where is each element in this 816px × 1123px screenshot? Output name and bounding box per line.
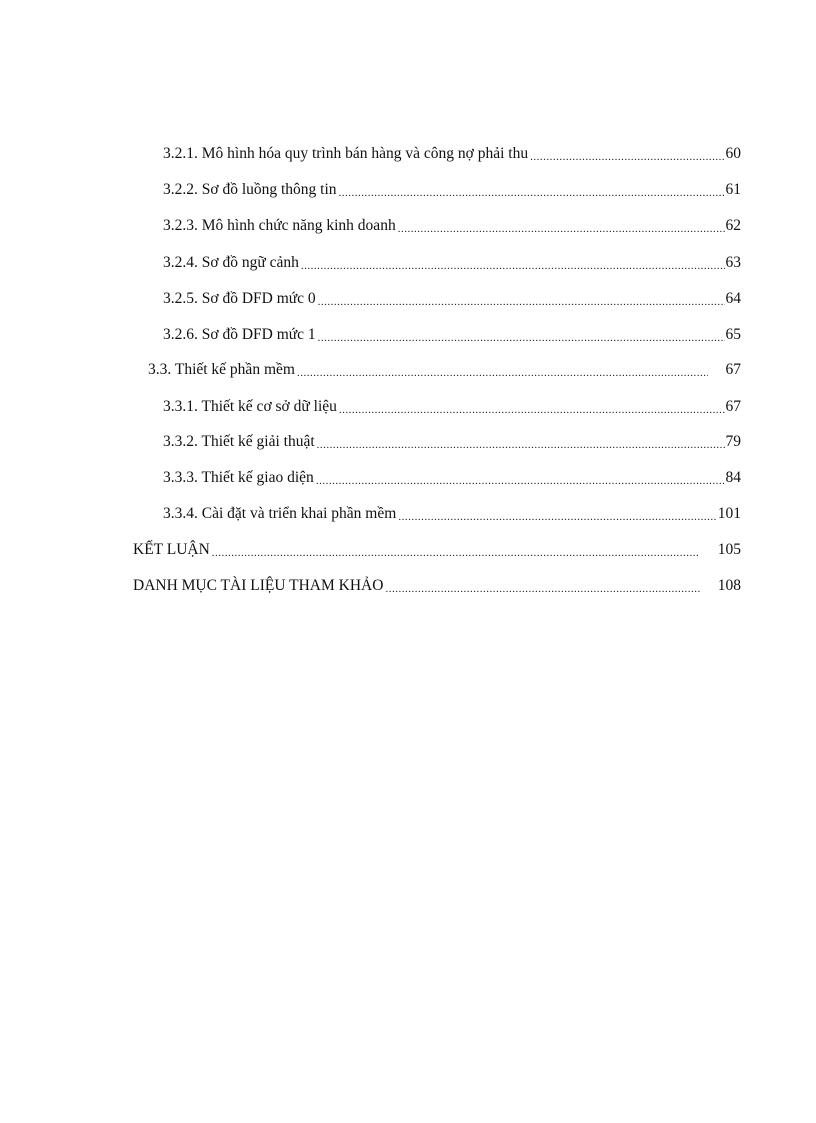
toc-entry-3-2-6[interactable] [163,321,741,345]
dot-leader [530,144,724,164]
toc-entry-page: 65 [725,326,741,343]
toc-entry-page: 79 [725,433,741,450]
toc-entry-label: 3.3. Thiết kế phần mềm [148,361,295,378]
toc-entry-page: 108 [717,577,741,594]
toc-entry-3-3-4[interactable] [163,500,741,524]
toc-entry-3-3-2[interactable] [163,428,741,452]
dot-leader [317,432,725,452]
dot-leader [212,540,700,560]
dot-leader [339,397,725,417]
dot-leader [318,289,725,309]
toc-entry-3-3-3[interactable] [163,464,741,488]
dot-leader [297,360,708,380]
toc-entry-label: 3.2.6. Sơ đồ DFD mức 1 [163,326,316,343]
toc-entry-label: 3.2.5. Sơ đồ DFD mức 0 [163,290,316,307]
dot-leader [398,504,716,524]
dot-leader [398,216,725,236]
toc-entry-page: 67 [725,398,741,415]
toc-entry-3-3-1[interactable] [163,393,741,417]
toc-entry-label: 3.3.4. Cài đặt và triển khai phần mềm [163,505,397,522]
toc-entry-3-2-4[interactable] [163,249,741,273]
toc-entry-page: 60 [725,145,741,162]
toc-entry-page: 62 [725,217,741,234]
toc-entry-label: 3.2.4. Sơ đồ ngữ cảnh [163,254,299,271]
toc-entry-label: 3.2.1. Mô hình hóa quy trình bán hàng và công nợ phải thu [163,145,529,162]
dot-leader [385,576,699,596]
toc-entry-page: 84 [725,469,741,486]
toc-entry-ket-luan[interactable] [133,536,741,560]
toc-entry-3-2-1[interactable] [163,140,741,164]
toc-entry-page: 64 [725,290,741,307]
toc-entry-label: 3.3.3. Thiết kế giao diện [163,469,314,486]
toc-entry-label: 3.2.2. Sơ đồ luồng thông tin [163,181,337,198]
toc-entry-page: 61 [725,181,741,198]
toc-entry-label: 3.3.1. Thiết kế cơ sở dữ liệu [163,398,337,415]
toc-entry-label: 3.3.2. Thiết kế giải thuật [163,433,315,450]
toc-entry-page: 105 [717,541,741,558]
toc-entry-label: KẾT LUẬN [133,541,210,558]
dot-leader [316,468,725,488]
toc-entry-references[interactable] [133,572,741,596]
toc-entry-page: 67 [725,361,741,378]
toc-entry-3-2-5[interactable] [163,285,741,309]
toc-entry-3-3[interactable] [148,356,741,380]
dot-leader [318,325,725,345]
dot-leader [301,253,725,273]
toc-entry-3-2-2[interactable] [163,176,741,200]
dot-leader [339,180,725,200]
toc-entry-page: 63 [725,254,741,271]
toc-entry-label: 3.2.3. Mô hình chức năng kinh doanh [163,217,396,234]
toc-entry-3-2-3[interactable] [163,212,741,236]
toc-entry-label: DANH MỤC TÀI LIỆU THAM KHẢO [133,577,384,594]
toc-entry-page: 101 [717,505,741,522]
